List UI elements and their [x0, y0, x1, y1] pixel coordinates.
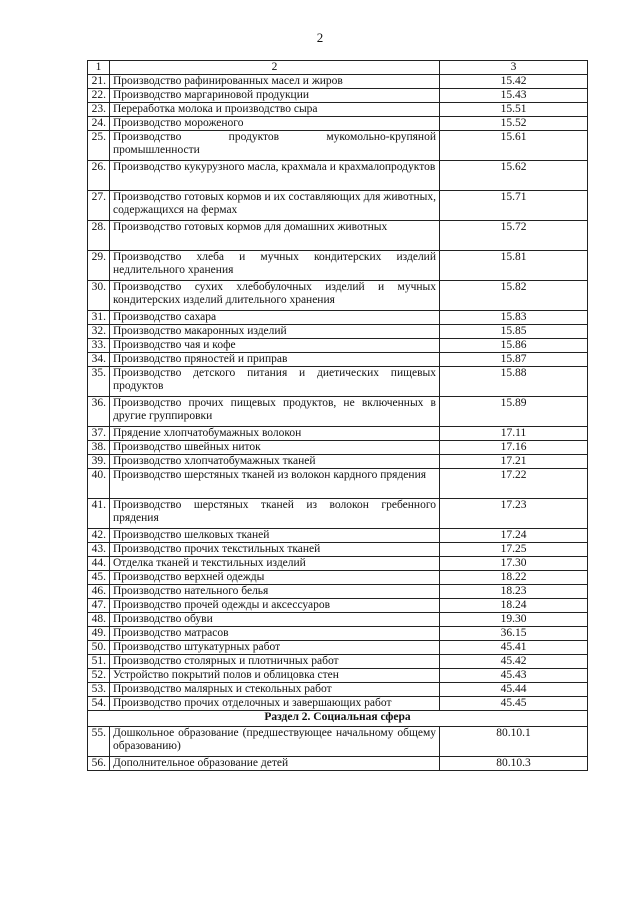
activity-name: Производство верхней одежды — [110, 571, 440, 585]
table-row — [88, 585, 588, 599]
row-number: 38. — [88, 441, 110, 455]
activity-code: 15.85 — [440, 325, 588, 339]
activity-code: 15.43 — [440, 89, 588, 103]
row-number: 53. — [88, 683, 110, 697]
table-row — [88, 117, 588, 131]
row-number: 52. — [88, 669, 110, 683]
table-row — [88, 469, 588, 499]
activity-code: 15.81 — [440, 251, 588, 281]
activity-name: Производство хлопчатобумажных тканей — [110, 455, 440, 469]
activity-name: Переработка молока и производство сыра — [110, 103, 440, 117]
table-row — [88, 543, 588, 557]
row-number: 46. — [88, 585, 110, 599]
row-number: 34. — [88, 353, 110, 367]
row-number: 39. — [88, 455, 110, 469]
activity-name: Дополнительное образование детей — [110, 757, 440, 771]
row-number: 29. — [88, 251, 110, 281]
activity-name: Производство мороженого — [110, 117, 440, 131]
row-number: 25. — [88, 131, 110, 161]
activity-name: Производство прочих отделочных и завершающих работ — [110, 697, 440, 711]
activity-code: 80.10.1 — [440, 727, 588, 757]
table-row — [88, 397, 588, 427]
table-row — [88, 757, 588, 771]
activity-code: 17.25 — [440, 543, 588, 557]
activity-name: Отделка тканей и текстильных изделий — [110, 557, 440, 571]
activity-code: 80.10.3 — [440, 757, 588, 771]
activity-name: Производство детского питания и диетических пищевых продуктов — [110, 367, 440, 397]
row-number: 55. — [88, 727, 110, 757]
activity-code: 15.82 — [440, 281, 588, 311]
table-row — [88, 627, 588, 641]
activity-name: Производство матрасов — [110, 627, 440, 641]
table-header-row — [88, 61, 588, 75]
row-number: 45. — [88, 571, 110, 585]
activity-code: 15.72 — [440, 221, 588, 251]
activity-name: Производство пряностей и приправ — [110, 353, 440, 367]
activity-code: 15.88 — [440, 367, 588, 397]
table-row — [88, 311, 588, 325]
activity-code: 15.52 — [440, 117, 588, 131]
activity-code: 45.41 — [440, 641, 588, 655]
table-row — [88, 353, 588, 367]
table-row — [88, 221, 588, 251]
table-row — [88, 455, 588, 469]
activity-codes-table — [87, 60, 588, 771]
table-row — [88, 191, 588, 221]
activity-name: Производство малярных и стекольных работ — [110, 683, 440, 697]
table-row — [88, 683, 588, 697]
row-number: 36. — [88, 397, 110, 427]
table-row — [88, 281, 588, 311]
activity-code: 17.16 — [440, 441, 588, 455]
row-number: 22. — [88, 89, 110, 103]
activity-name: Производство нательного белья — [110, 585, 440, 599]
row-number: 44. — [88, 557, 110, 571]
table-row — [88, 89, 588, 103]
table-row — [88, 441, 588, 455]
section-title: Раздел 2. Социальная сфера — [88, 711, 588, 727]
activity-name: Производство шерстяных тканей из волокон гребенного прядения — [110, 499, 440, 529]
row-number: 42. — [88, 529, 110, 543]
row-number: 41. — [88, 499, 110, 529]
activity-code: 17.22 — [440, 469, 588, 499]
row-number: 48. — [88, 613, 110, 627]
row-number: 24. — [88, 117, 110, 131]
table-body — [88, 75, 588, 771]
activity-code: 15.51 — [440, 103, 588, 117]
row-number: 40. — [88, 469, 110, 499]
activity-code: 17.30 — [440, 557, 588, 571]
activity-code: 17.23 — [440, 499, 588, 529]
section-row — [88, 711, 588, 727]
activity-code: 18.22 — [440, 571, 588, 585]
table-row — [88, 529, 588, 543]
activity-name: Производство готовых кормов для домашних животных — [110, 221, 440, 251]
table-row — [88, 131, 588, 161]
activity-name: Производство маргариновой продукции — [110, 89, 440, 103]
activity-code: 15.87 — [440, 353, 588, 367]
activity-code: 45.44 — [440, 683, 588, 697]
row-number: 23. — [88, 103, 110, 117]
row-number: 30. — [88, 281, 110, 311]
activity-name: Производство хлеба и мучных кондитерских изделий недлительного хранения — [110, 251, 440, 281]
table-row — [88, 571, 588, 585]
activity-code: 15.62 — [440, 161, 588, 191]
activity-name: Производство швейных ниток — [110, 441, 440, 455]
activity-code: 18.23 — [440, 585, 588, 599]
table-row — [88, 727, 588, 757]
table-row — [88, 641, 588, 655]
table-row — [88, 161, 588, 191]
row-number: 51. — [88, 655, 110, 669]
row-number: 27. — [88, 191, 110, 221]
activity-name: Производство прочих пищевых продуктов, не включенных в другие группировки — [110, 397, 440, 427]
activity-code: 45.42 — [440, 655, 588, 669]
activity-code: 15.71 — [440, 191, 588, 221]
activity-name: Производство сухих хлебобулочных изделий и мучных кондитерских изделий длительного хранения — [110, 281, 440, 311]
activity-name: Производство макаронных изделий — [110, 325, 440, 339]
table-row — [88, 367, 588, 397]
activity-name: Производство продуктов мукомольно-крупяной промышленности — [110, 131, 440, 161]
activity-name: Производство обуви — [110, 613, 440, 627]
column-header-number: 1 — [88, 61, 110, 75]
row-number: 37. — [88, 427, 110, 441]
table-row — [88, 427, 588, 441]
activity-name: Производство кукурузного масла, крахмала и крахмалопродуктов — [110, 161, 440, 191]
table-row — [88, 251, 588, 281]
activity-name: Производство готовых кормов и их составляющих для животных, содержащихся на фермах — [110, 191, 440, 221]
activity-name: Производство шелковых тканей — [110, 529, 440, 543]
activity-code: 15.89 — [440, 397, 588, 427]
activity-code: 45.43 — [440, 669, 588, 683]
activity-code: 17.24 — [440, 529, 588, 543]
activity-name: Производство сахара — [110, 311, 440, 325]
row-number: 26. — [88, 161, 110, 191]
row-number: 35. — [88, 367, 110, 397]
column-header-code: 3 — [440, 61, 588, 75]
table-row — [88, 557, 588, 571]
activity-code: 45.45 — [440, 697, 588, 711]
table-row — [88, 75, 588, 89]
row-number: 50. — [88, 641, 110, 655]
activity-code: 19.30 — [440, 613, 588, 627]
table-row — [88, 325, 588, 339]
activity-name: Производство штукатурных работ — [110, 641, 440, 655]
activity-code: 17.21 — [440, 455, 588, 469]
activity-code: 18.24 — [440, 599, 588, 613]
table-row — [88, 697, 588, 711]
table-row — [88, 655, 588, 669]
activity-name: Производство прочей одежды и аксессуаров — [110, 599, 440, 613]
row-number: 21. — [88, 75, 110, 89]
activity-code: 15.42 — [440, 75, 588, 89]
activity-code: 17.11 — [440, 427, 588, 441]
table-row — [88, 669, 588, 683]
row-number: 28. — [88, 221, 110, 251]
table-row — [88, 339, 588, 353]
activity-code: 15.86 — [440, 339, 588, 353]
activity-code: 15.61 — [440, 131, 588, 161]
row-number: 43. — [88, 543, 110, 557]
table-row — [88, 499, 588, 529]
activity-name: Производство прочих текстильных тканей — [110, 543, 440, 557]
row-number: 56. — [88, 757, 110, 771]
activity-code: 15.83 — [440, 311, 588, 325]
row-number: 47. — [88, 599, 110, 613]
row-number: 33. — [88, 339, 110, 353]
table-row — [88, 613, 588, 627]
activity-name: Дошкольное образование (предшествующее начальному общему образованию) — [110, 727, 440, 757]
row-number: 32. — [88, 325, 110, 339]
table-row — [88, 103, 588, 117]
activity-name: Производство рафинированных масел и жиров — [110, 75, 440, 89]
table-row — [88, 599, 588, 613]
activity-code: 36.15 — [440, 627, 588, 641]
row-number: 54. — [88, 697, 110, 711]
activity-name: Устройство покрытий полов и облицовка стен — [110, 669, 440, 683]
column-header-name: 2 — [110, 61, 440, 75]
row-number: 49. — [88, 627, 110, 641]
activity-name: Производство шерстяных тканей из волокон кардного прядения — [110, 469, 440, 499]
activity-name: Производство столярных и плотничных работ — [110, 655, 440, 669]
activity-name: Производство чая и кофе — [110, 339, 440, 353]
page-number: 2 — [316, 30, 324, 45]
row-number: 31. — [88, 311, 110, 325]
activity-name: Прядение хлопчатобумажных волокон — [110, 427, 440, 441]
